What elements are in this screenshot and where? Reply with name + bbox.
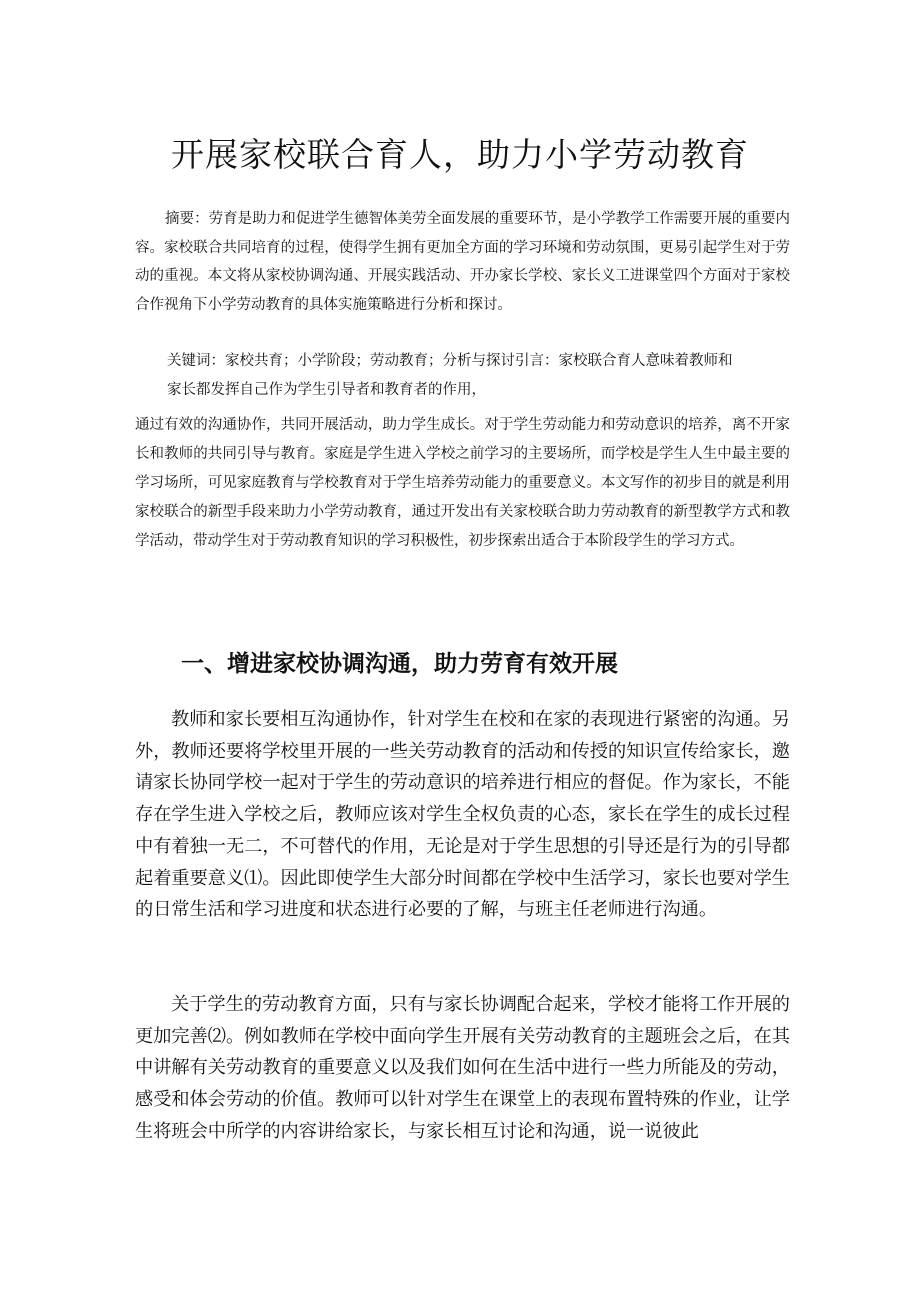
document-title: 开展家校联合育人，助力小学劳动教育 xyxy=(171,135,749,174)
keywords-line-2: 家长都发挥自己作为学生引导者和教育者的作用， xyxy=(167,381,486,398)
abstract-paragraph: 摘要：劳育是助力和促进学生德智体美劳全面发展的重要环节，是小学教学工作需要开展的重要内容。家校联合共同培育的过程，使得学生拥有更加全方面的学习环境和劳动氛围，更易引起学生对于劳动的重视。本文将从家校协调沟通、开展实践活动、开办家长学校、家长义工进课堂四个方面对于家校合作视角下小学劳动教育的具体实施策略进行分析和探讨。 xyxy=(135,211,790,313)
body-paragraph-2: 关于学生的劳动教育方面，只有与家长协调配合起来，学校才能将工作开展的更加完善⑵。例如教师在学校中面向学生开展有关劳动教育的主题班会之后，在其中讲解有关劳动教育的重要意义以及我们如何在生活中进行一些力所能及的劳动，感受和体会劳动的价值。教师可以针对学生在课堂上的表现布置特殊的作业，让学生将班会中所学的内容讲给家长，与家长相互讨论和沟通，说一说彼此 xyxy=(135,994,790,1142)
keywords-line-1: 关键词：家校共育；小学阶段；劳动教育；分析与探讨引言：家校联合育人意味着教师和 xyxy=(167,353,733,369)
intro-paragraph: 通过有效的沟通协作，共同开展活动，助力学生成长。对于学生劳动能力和劳动意识的培养，离不开家长和教师的共同引导与教育。家庭是学生进入学校之前学习的主要场所，而学校是学生人生中最主要的学习场所，可见家庭教育与学校教育对于学生培养劳动能力的重要意义。本文写作的初步目的就是利用家校联合的新型手段来助力小学劳动教育，通过开发出有关家校联合助力劳动教育的新型教学方式和教学活动，带动学生对于劳动教育知识的学习积极性，初步探索出适合于本阶段学生的学习方式。 xyxy=(135,417,790,549)
section-heading: 一、增进家校协调沟通，助力劳育有效开展 xyxy=(181,651,618,677)
body-paragraph-1: 教师和家长要相互沟通协作，针对学生在校和在家的表现进行紧密的沟通。另外，教师还要将学校里开展的一些关劳动教育的活动和传授的知识宣传给家长，邀请家长协同学校一起对于学生的劳动意识的培养进行相应的督促。作为家长，不能存在学生进入学校之后，教师应该对学生全权负责的心态，家长在学生的成长过程中有着独一无二，不可替代的作用，无论是对于学生思想的引导还是行为的引导都起着重要意义⑴。因此即使学生大部分时间都在学校中生活学习，家长也要对学生的日常生活和学习进度和状态进行必要的了解，与班主任老师进行沟通。 xyxy=(135,709,790,921)
keywords-paragraph xyxy=(167,347,787,404)
